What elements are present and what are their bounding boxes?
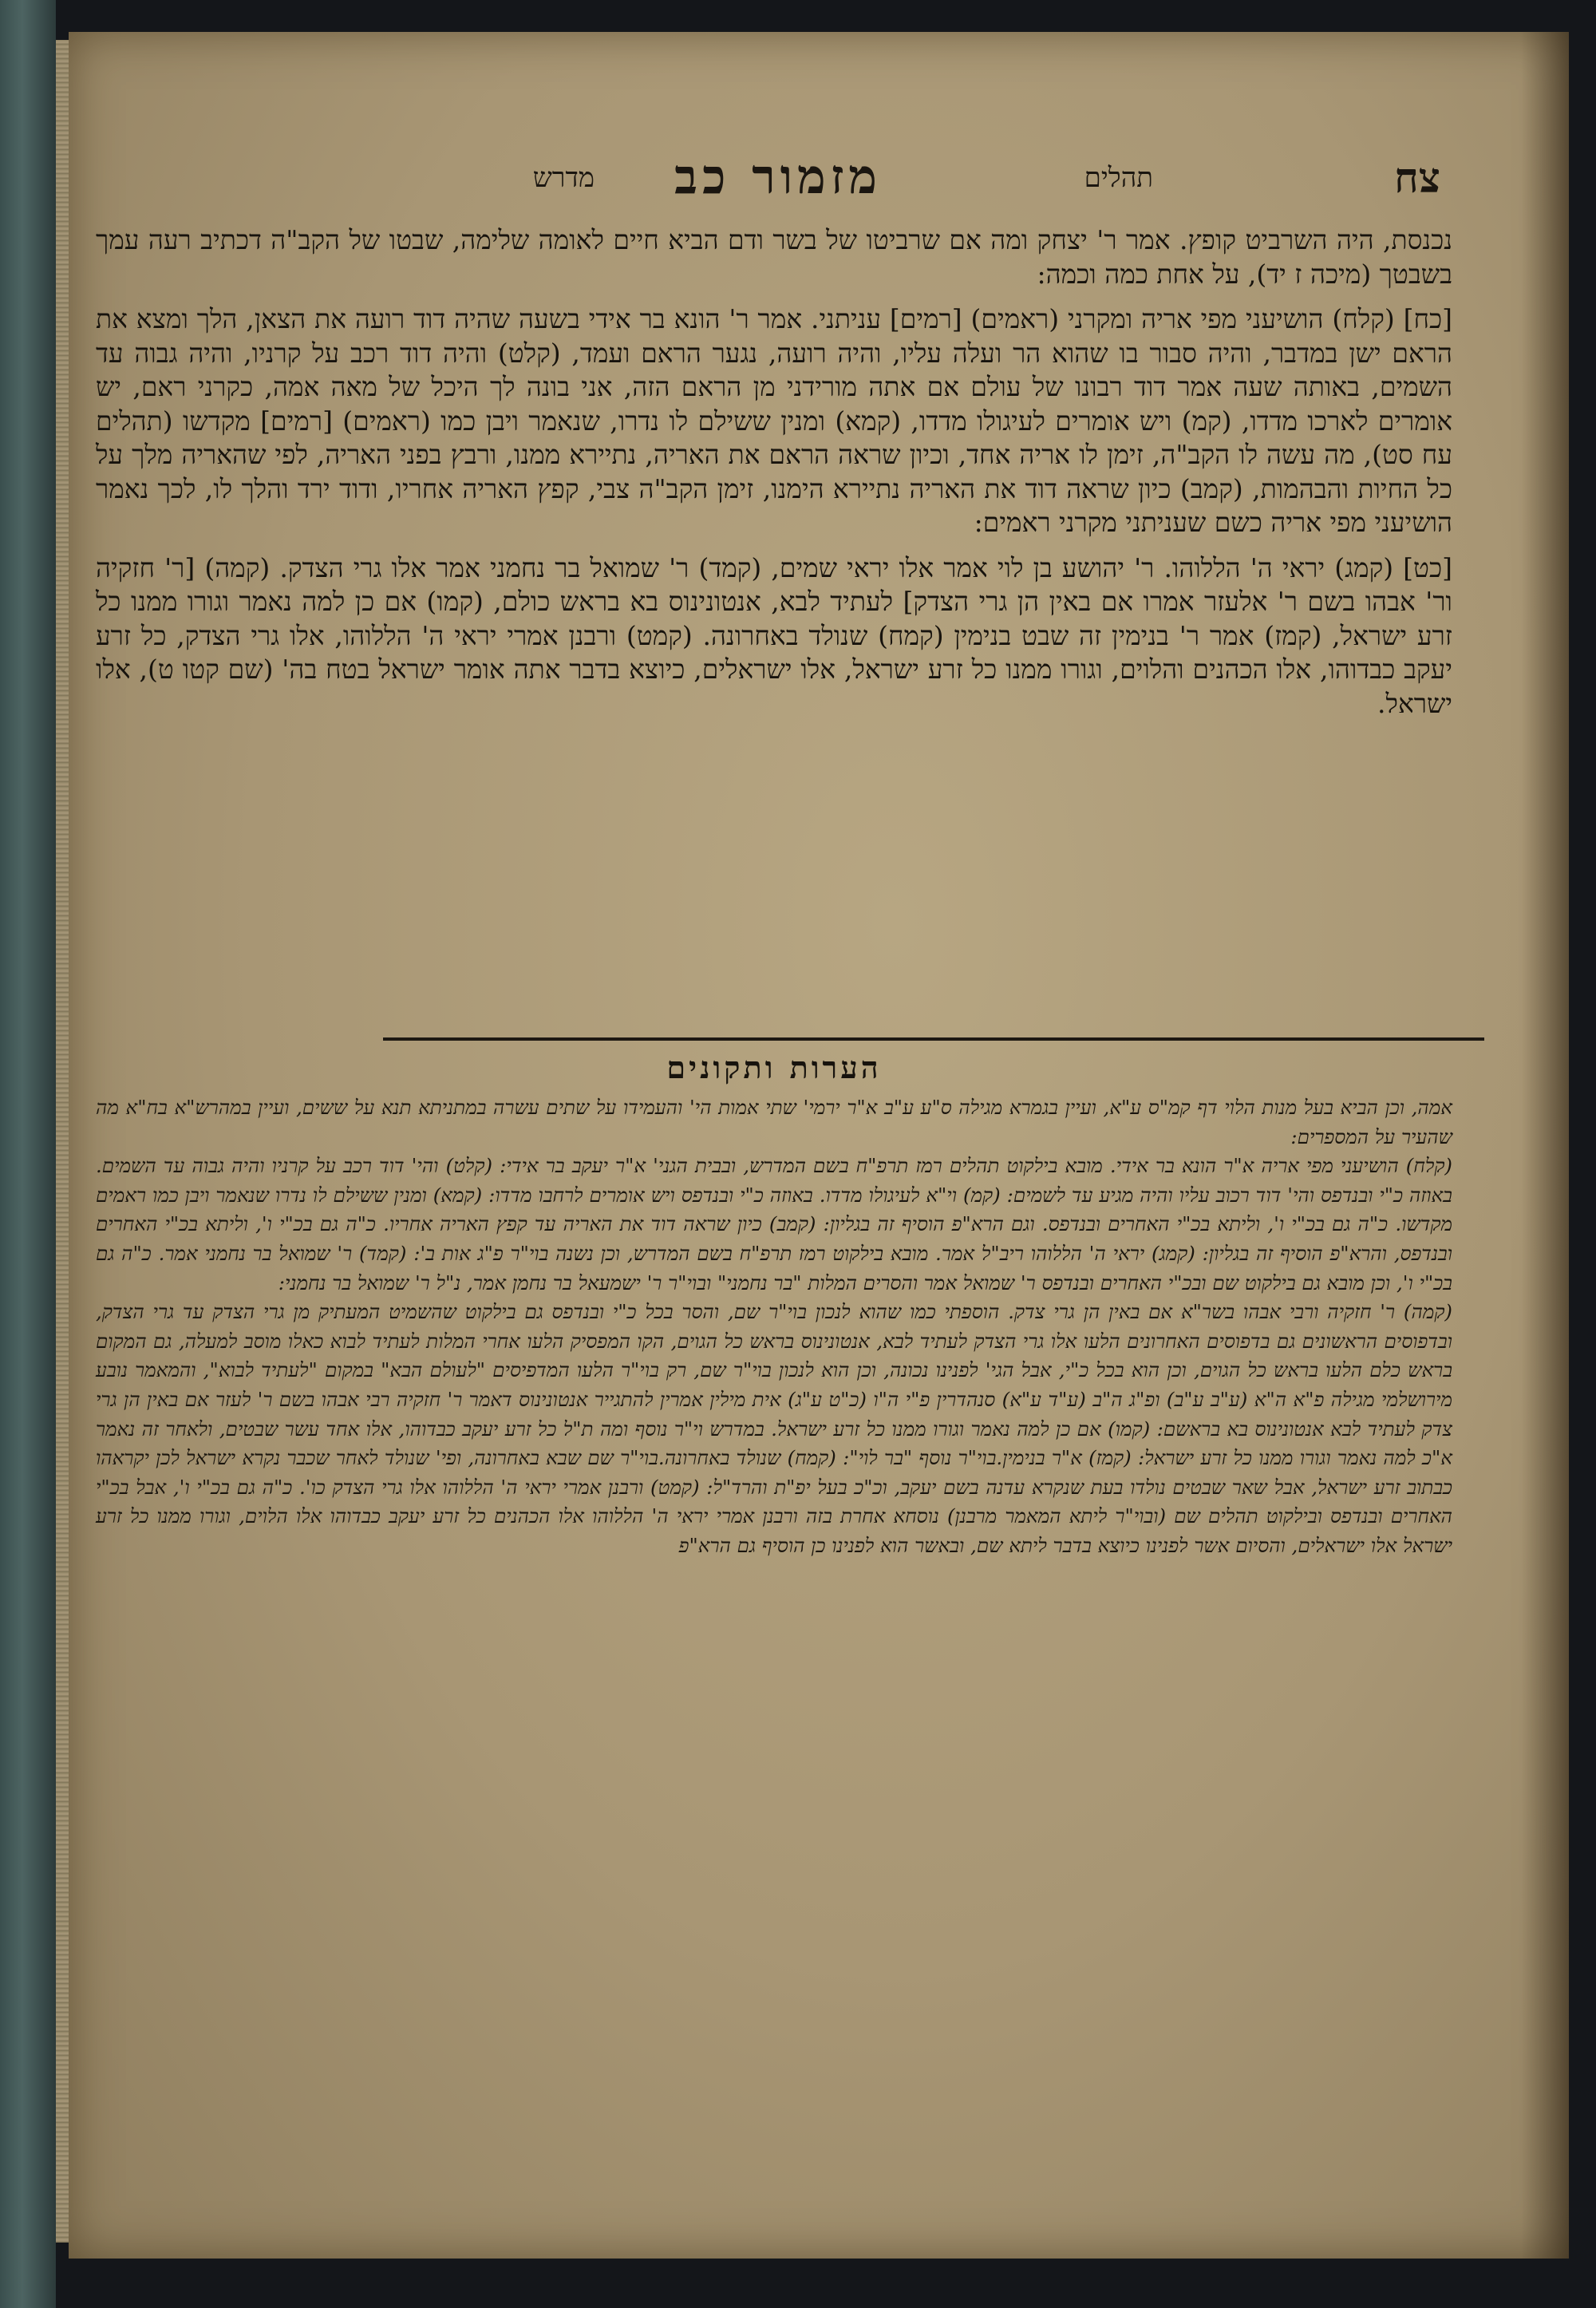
section-divider <box>383 1037 1484 1041</box>
note-paragraph: (קלח) הושיעני מפי אריה א"ר הונא בר אידי. מובא בילקוט תהלים רמז תרפ"ח בשם המדרש, ובבית הגני' א"ר יעקב בר אידי: (קלט) והי' דוד רכב על קרניו והיה גבוה עד השמים. באוזה כ"י ובנדפס והי' דוד רכוב עליו והיה מגיע עד לשמים: (קמ) וי"א לעיגולו מדדו. באוזה כ"י ובנדפס ויש אומרים לרחבו מדדו: (קמא) ומנין ששילם לו נדרו שנאמר ויבן כמו ראמים מקדשו. כ"ה גם בכ"י ו', וליתא בכ"י האחרים ובנדפס. וגם הרא"פ הוסיף זה בגליון: (קמב) כיון שראה דוד את האריה עד קפץ האריה אחריו. כ"ה גם בכ"י ו', וליתא בכ"י האחרים ובנדפס, והרא"פ הוסיף זה בגליון: (קמג) יראי ה' הללוהו ריב"ל אמר. מובא בילקוט רמז תרפ"ח בשם המדרש, וכן נשנה בוי"ר פ"ג אות ב': (קמד) ר' שמואל בר נחמני אמר. כ"ה גם בכ"י ו', וכן מובא גם בילקוט שם ובכ"י האחרים ובנדפס ר' שמואל אמר והסרים המלות "בר נחמני" ובוי"ר ר' ישמעאל בר נחמן אמר, נ"ל ר' שמואל בר נחמני: <box>96 1154 1452 1294</box>
header-tehillim: תהלים <box>1084 162 1153 194</box>
note-paragraph: אמה, וכן הביא בעל מנות הלוי דף קמ"ס ע"א, ועיין בגמרא מגילה ס"ע ע"ב א"ר ירמי' שתי אמות הי' והעמידו על שתים עשרה במתניתא תנא על ששים, ועיין במהרש"א בח"א מה שהעיר על המספרים: <box>96 1096 1452 1148</box>
running-header <box>96 148 1440 219</box>
header-psalm: מזמור כב <box>674 149 882 205</box>
book-binding <box>0 0 56 2308</box>
main-paragraph: נכנסת, היה השרביט קופץ. אמר ר' יצחק ומה אם שרביטו של בשר ודם הביא חיים לאומה שלימה, שבטו של הקב"ה דכתיב רעה עמך בשבטך (מיכה ז יד), על אחת כמה וכמה: <box>96 224 1452 290</box>
main-paragraph: [כח] (קלח) הושיעני מפי אריה ומקרני (ראמים) [רמים] עניתני. אמר ר' הונא בר אידי בשעה שהיה דוד רועה את הצאן, הלך ומצא את הראם ישן במדבר, והיה סבור בו שהוא הר ועלה עליו, והיה רועה, נגער הראם ועמד, (קלט) והיה דוד רכב על קרניו, והיה גבוה עד השמים, באותה שעה אמר דוד רבונו של עולם אם אתה מורידני מן הראם הזה, אני בונה לך היכל של מאה אמה, כקרני ראם, יש אומרים לארכו מדדו, (קמ) ויש אומרים לעיגולו מדדו, (קמא) ומנין ששילם לו נדרו, שנאמר ויבן כמו (ראמים) [רמים] מקדשו (תהלים עח סט), מה עשה לו הקב"ה, זימן לו אריה אחד, וכיון שראה הראם את האריה, נתיירא ממנו, ורבץ בפני האריה, לפי שהאריה מלך על כל החיות והבהמות, (קמב) כיון שראה דוד את האריה נתיירא הימנו, זימן הקב"ה צבי, קפץ האריה אחריו, ודוד ירד והלך לו, לכך נאמר הושיעני מפי אריה כשם שעניתני מקרני ראמים: <box>96 303 1453 538</box>
notes-title: הערות ותקונים <box>666 1049 882 1085</box>
page-shadow <box>1521 32 1569 2259</box>
notes-text <box>96 1093 1452 1561</box>
page-number: צח <box>1393 154 1440 203</box>
main-text <box>96 223 1452 721</box>
header-book-title: מדרש <box>532 162 595 194</box>
note-paragraph: (קמה) ר' חזקיה ורבי אבהו בשר"א אם באין הן גרי צדק. הוספתי כמו שהוא לנכון בוי"ר שם, והסר בכל כ"י ובנדפס גם בילקוט שהשמיט המעתיק מן גרי הצדק עד גרי הצדק, ובדפוסים הראשונים גם בדפוסים האחרונים הלעו אלו גרי הצדק לעתיד לבא, אנטונינוס בראש כל הגוים, הקו המפסיק הלעו אחרי המלות לעתיד לבוא כאלו מוסב למעלה, גם המקום בראש כלם הלעו בראש כל הגוים, וכן הוא בכל כ"י, אבל הגי' לפנינו נכונה, וכן הוא לנכון בוי"ר שם, רק בוי"ר הלעו המדפיסים "לעולם הבא" במקום "לעתיד לבוא", והמאמר נובע מירושלמי מגילה פ"א ה"א (ע"ב ע"ב) ופ"ג ה"ב (ע"ד ע"א) סנהדרין פ"י ה"ו (כ"ט ע"ג) אית מילין אמרין להתגייר אנטונינוס דאמר ר' חזקיה רבי אבהו בשם ר' לעזר אם באין הן גרי צדק לעתיד לבא אנטונינוס בא בראשם: (קמו) אם כן למה נאמר וגורו ממנו כל זרע ישראל. במדרש וי"ר נוסף ומה ת"ל כל זרע יעקב כבדוהו, אלו אחד עשר שבטים, ולאחר זה נאמר א"כ למה נאמר וגורו ממנו כל זרע ישראל: (קמז) א"ר בנימין.בוי"ר נוסף "בר לוי": (קמח) שנולד באחרונה.בוי"ר שם שבא באחרונה, ופי' שנולד לאחר שכבר נקרא ישראל לכן יקראהו כבתוב זרע ישראל, אבל שאר שבטים נולדו בעת שנקרא עדנה בשם יעקב, וכ"כ בעל יפ"ת והרד"ל: (קמט) ורבנן אמרי יראי ה' הללוהו אלו גרי הצדק כו'. כ"ה גם בכ"י ו', אבל בכ"י האחרים ובנדפס ובילקוט תהלים שם (ובוי"ר ליתא המאמר מרבנן) נוסחא אחרת בזה ורבנן אמרי יראי ה' הללוהו אלו הכהנים כל זרע יעקב כבדוהו אלו הלוים, וגורו ממנו כל זרע ישראל אלו ישראלים, והסיום אשר לפנינו כיוצא בדבר ליתא שם, ובאשר הוא לפנינו כן הוסיף גם הרא"פ <box>96 1300 1452 1557</box>
main-paragraph: [כט] (קמג) יראי ה' הללוהו. ר' יהושע בן לוי אמר אלו יראי שמים, (קמד) ר' שמואל בר נחמני אמר אלו גרי הצדק. (קמה) [ר' חזקיה ור' אבהו בשם ר' אלעזר אמרו אם באין הן גרי הצדק] לעתיד לבא, אנטונינוס בא בראש כולם, (קמו) אם כן למה נאמר וגורו ממנו כל זרע ישראל, (קמז) אמר ר' בנימין זה שבט בנימין (קמח) שנולד באחרונה. (קמט) ורבנן אמרי יראי ה' הללוהו, אלו גרי הצדק, כל זרע יעקב כבדוהו, אלו הכהנים והלוים, וגורו ממנו כל זרע ישראל, אלו ישראלים, כיוצא בדבר אתה אומר ישראל בטח בה' (שם קטו ט), אלו ישראל. <box>96 551 1452 719</box>
